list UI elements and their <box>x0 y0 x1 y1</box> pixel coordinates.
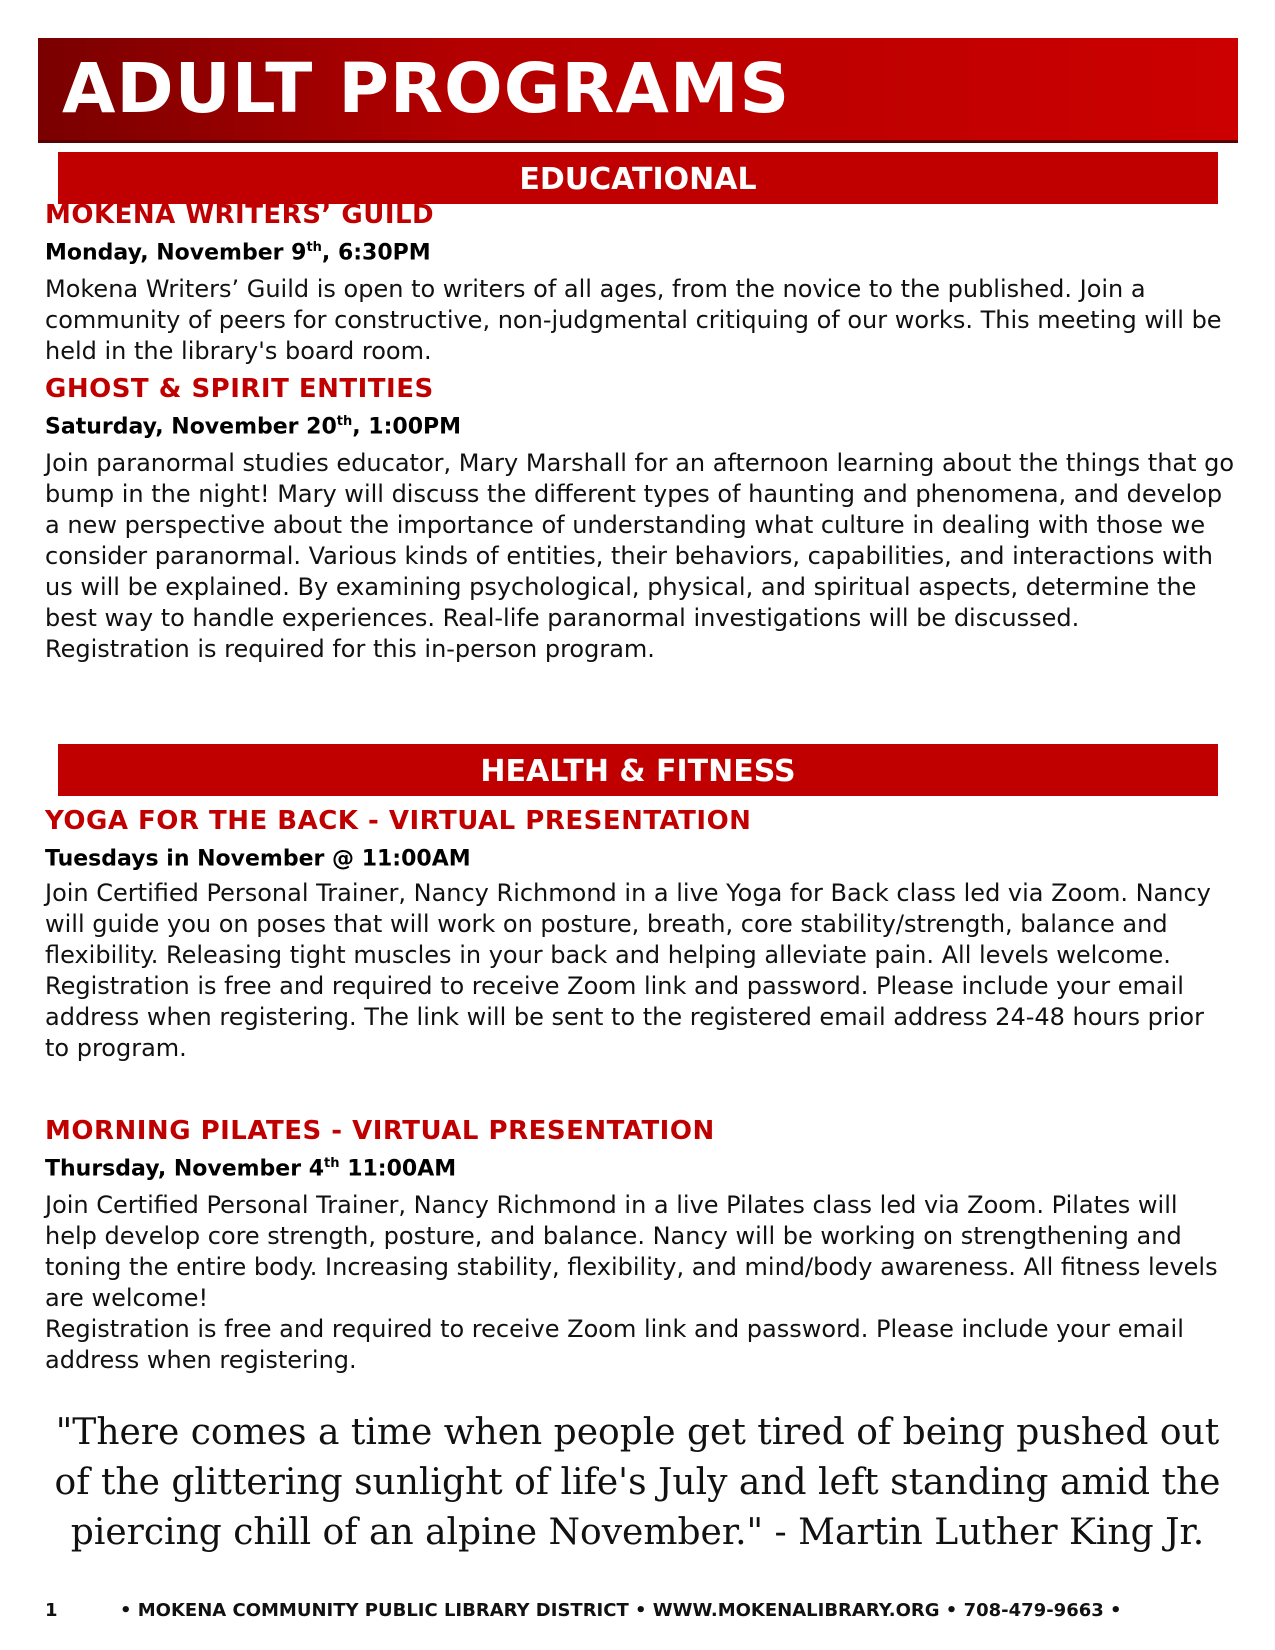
program-date: Tuesdays in November @ 11:00AM <box>45 846 471 872</box>
quote: "There comes a time when people get tired of being pushed out of the glittering sunlight of life's July and left standing amid the piercing chill of an alpine November." - Martin Luther King Jr. <box>54 1412 1221 1553</box>
program-description: Join Certified Personal Trainer, Nancy Richmond in a live Pilates class led via Zoom. Pilates will help develop core strength, posture, and balance. Nancy will be working on strengthening and toning the entire body. Increasing stability, flexibility, and mind/body awareness. All fitness levels are welcome! Registration is free and required to receive Zoom link and password. Please include your email address when registering. <box>45 1191 1218 1374</box>
program-date: Monday, November 9th, 6:30PM <box>45 240 431 266</box>
program-description: Mokena Writers’ Guild is open to writers of all ages, from the novice to the published. Join a community of peers for constructive, non-judgmental critiquing of our works. This meeting will be held in the library's board room. <box>45 275 1222 365</box>
page-banner <box>38 38 1238 143</box>
program-date: Saturday, November 20th, 1:00PM <box>45 414 462 440</box>
program-description: Join paranormal studies educator, Mary Marshall for an afternoon learning about the things that go bump in the night! Mary will discuss the different types of haunting and phenomena, and develop a new perspective about the importance of understanding what culture in dealing with those we consider paranormal. Various kinds of entities, their behaviors, capabilities, and interactions with us will be explained. By examining psychological, physical, and spiritual aspects, determine the best way to handle experiences. Real-life paranormal investigations will be discussed. Registration is required for this in-person program. <box>45 449 1235 663</box>
section-header-health-fitness: HEALTH & FITNESS <box>58 744 1218 796</box>
program-title: MORNING PILATES - VIRTUAL PRESENTATION <box>45 1116 715 1146</box>
page-number: 1 <box>45 1600 58 1621</box>
section-header-educational: EDUCATIONAL <box>58 152 1218 204</box>
program-title: YOGA FOR THE BACK - VIRTUAL PRESENTATION <box>45 806 752 836</box>
program-date: Thursday, November 4th 11:00AM <box>45 1156 457 1182</box>
page-title: ADULT PROGRAMS <box>62 49 791 129</box>
program-title: GHOST & SPIRIT ENTITIES <box>45 374 434 404</box>
program-title: MOKENA WRITERS’ GUILD <box>45 200 435 230</box>
footer-contact-line: • MOKENA COMMUNITY PUBLIC LIBRARY DISTRICT • WWW.MOKENALIBRARY.ORG • 708-479-9663 • <box>120 1600 1122 1621</box>
program-description: Join Certified Personal Trainer, Nancy Richmond in a live Yoga for Back class led via Zoom. Nancy will guide you on poses that will work on posture, breath, core stability/strength, balance and flexibility. Releasing tight muscles in your back and helping alleviate pain. All levels welcome. Registration is free and required to receive Zoom link and password. Please include your email address when registering. The link will be sent to the registered email address 24-48 hours prior to program. <box>45 879 1211 1062</box>
